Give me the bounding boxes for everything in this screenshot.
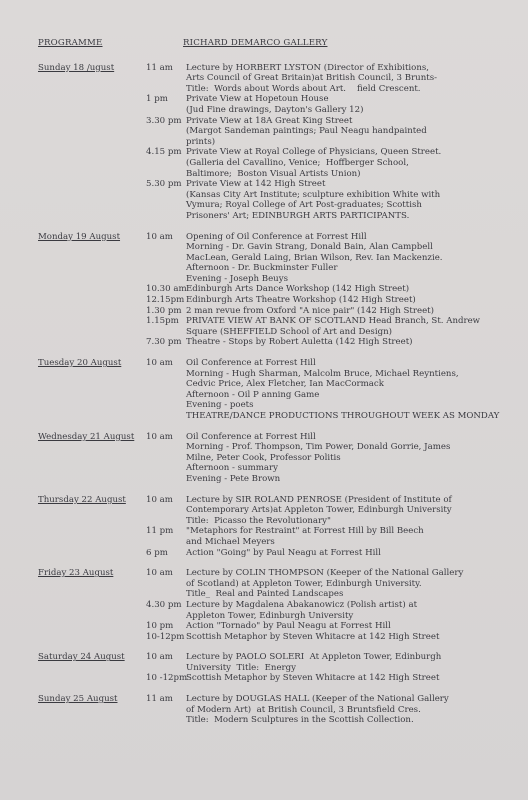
event-time: 4.30 pm <box>146 599 182 610</box>
event-time: 10 am <box>146 431 173 442</box>
event-time: 10 am <box>146 494 173 505</box>
event-description: Oil Conference at Forrest Hill Morning - Hugh Sharman, Malcolm Bruce, Michael Reyntiens, Cedvic Price, Alex Fletcher, Ian MacCormack Afternoon - Oil P anning Game Evening - poets THEATRE/DANCE PRODUCTIONS THROUGHOUT WEEK AS MONDAY <box>186 358 500 421</box>
schedule <box>38 63 518 726</box>
event-row <box>38 94 518 115</box>
event-row <box>38 673 518 684</box>
event-row <box>38 694 518 726</box>
day-date: Saturday 24 August <box>38 652 125 663</box>
day-cell <box>38 432 146 443</box>
event-row <box>38 63 518 95</box>
day-block <box>38 652 518 684</box>
event-description: Scottish Metaphor by Steven Whitacre at 142 High Street <box>186 673 440 684</box>
event-description: Lecture by SIR ROLAND PENROSE (President of Institute of Contemporary Arts)at Appleton Tower, Edinburgh University Title: Picasso the Revolutionary" <box>186 494 452 526</box>
day-cell <box>38 694 146 705</box>
event-description: Lecture by HORBERT LYSTON (Director of Exhibitions, Arts Council of Great Britain)at British Council, 3 Brunts- Title: Words about Words about Art. field Crescent. <box>186 62 438 94</box>
event-description: Lecture by Magdalena Abakanowicz (Polish artist) at Appleton Tower, Edinburgh University <box>186 599 418 621</box>
event-row <box>38 147 518 179</box>
event-time: 1.30 pm <box>146 305 182 316</box>
event-row <box>38 568 518 600</box>
event-row <box>38 432 518 485</box>
event-description: Opening of Oil Conference at Forrest Hill Morning - Dr. Gavin Strang, Donald Bain, Alan Campbell MacLean, Gerald Laing, Brian Wilson, Rev. Ian Mackenzie. Afternoon - Dr. Buckminster Fuller Evening - Joseph Beuys <box>186 231 443 284</box>
day-cell <box>38 495 146 506</box>
event-time: 12.15pm <box>146 295 185 306</box>
event-row <box>38 495 518 527</box>
event-time: 7.30 pm <box>146 337 182 348</box>
event-row <box>38 306 518 317</box>
event-description: Scottish Metaphor by Steven Whitacre at 142 High Street <box>186 631 440 642</box>
event-row <box>38 179 518 221</box>
day-cell <box>38 63 146 74</box>
day-date: Wednesday 21 August <box>38 431 135 442</box>
event-row <box>38 526 518 547</box>
day-block <box>38 432 518 485</box>
event-time: 10 am <box>146 358 173 369</box>
event-row <box>38 284 518 295</box>
day-block <box>38 568 518 642</box>
event-row <box>38 116 518 148</box>
event-time: 4.15 pm <box>146 147 182 158</box>
event-row <box>38 295 518 306</box>
event-time: 10 pm <box>146 621 174 632</box>
event-description: Oil Conference at Forrest Hill Morning - Prof. Thompson, Tim Power, Donald Gorrie, James Milne, Peter Cook, Professor Politis Afternoon - summary Evening - Pete Brown <box>186 431 451 484</box>
event-time: 5.30 pm <box>146 179 182 190</box>
event-time: 3.30 pm <box>146 115 182 126</box>
event-row <box>38 600 518 621</box>
day-block <box>38 358 518 422</box>
gallery-heading: RICHARD DEMARCO GALLERY <box>183 38 328 48</box>
event-description: Private View at Hopetoun House (Jud Fine drawings, Dayton's Gallery 12) <box>186 94 364 115</box>
event-description: Edinburgh Arts Theatre Workshop (142 High Street) <box>186 295 416 306</box>
event-row <box>38 316 518 337</box>
event-time: 1 pm <box>146 94 168 105</box>
event-time: 6 pm <box>146 547 168 558</box>
event-description: Theatre - Stops by Robert Auletta (142 High Street) <box>186 337 413 348</box>
day-cell <box>38 652 146 663</box>
event-time: 10 -12pm <box>146 673 188 684</box>
day-date: Monday 19 August <box>38 231 121 242</box>
event-description: Edinburgh Arts Dance Workshop (142 High Street) <box>186 284 410 295</box>
day-date: Thursday 22 August <box>38 494 126 505</box>
event-time: 11 am <box>146 694 173 705</box>
event-time: 10 am <box>146 568 173 579</box>
day-date: Friday 23 August <box>38 568 114 579</box>
programme-heading: PROGRAMME <box>38 38 103 48</box>
event-description: 2 man revue from Oxford "A nice pair" (142 High Street) <box>186 305 434 316</box>
event-time: 10-12pm <box>146 631 185 642</box>
event-description: PRIVATE VIEW AT BANK OF SCOTLAND Head Branch, St. Andrew Square (SHEFFIELD School of Art and Design) <box>186 316 481 337</box>
day-block <box>38 232 518 349</box>
event-time: 1.15pm <box>146 316 179 327</box>
event-description: Lecture by PAOLO SOLERI At Appleton Tower, Edinburgh University Title: Energy <box>186 652 442 673</box>
event-row <box>38 632 518 643</box>
event-row <box>38 621 518 632</box>
event-time: 10 am <box>146 231 173 242</box>
event-description: Private View at Royal College of Physicians, Queen Street. (Galleria del Cavallino, Venice; Hoffberger School, Baltimore; Boston Visual Artists Union) <box>186 147 442 179</box>
event-description: Action "Going" by Paul Neagu at Forrest Hill <box>186 547 381 558</box>
day-date: Tuesday 20 August <box>38 358 122 369</box>
event-description: Action "Tornado" by Paul Neagu at Forrest Hill <box>186 621 391 632</box>
event-description: "Metaphors for Restraint" at Forrest Hill by Bill Beech and Michael Meyers <box>186 526 424 547</box>
event-description: Lecture by DOUGLAS HALL (Keeper of the National Gallery of Modern Art) at British Council, 3 Bruntsfield Cres. Title: Modern Sculptures in the Scottish Collection. <box>186 694 449 726</box>
day-date: Sunday 18 /ugust <box>38 62 115 73</box>
day-cell <box>38 568 146 579</box>
day-block <box>38 495 518 559</box>
event-time: 11 am <box>146 62 173 73</box>
day-cell <box>38 358 146 369</box>
day-cell <box>38 232 146 243</box>
event-time: 10.30 am <box>146 284 187 295</box>
event-description: Private View at 142 High Street (Kansas City Art Institute; sculpture exhibition White with Vymura; Royal College of Art Post-graduates; Scottish Prisoners' Art; EDINBURGH ARTS PARTICIPANTS. <box>186 179 441 221</box>
day-block <box>38 694 518 726</box>
event-time: 10 am <box>146 652 173 663</box>
event-description: Private View at 18A Great King Street (Margot Sandeman paintings; Paul Neagu handpainted prints) <box>186 115 427 147</box>
event-row <box>38 337 518 348</box>
event-row <box>38 358 518 422</box>
programme-header <box>38 38 518 49</box>
day-date: Sunday 25 August <box>38 694 118 705</box>
event-row <box>38 232 518 285</box>
event-row <box>38 652 518 673</box>
day-block <box>38 63 518 222</box>
event-time: 11 pm <box>146 526 174 537</box>
event-description: Lecture by COLIN THOMPSON (Keeper of the National Gallery of Scotland) at Appleton Tower, Edinburgh University. Title_ Real and Painted Landscapes <box>186 568 464 600</box>
event-row <box>38 548 518 559</box>
